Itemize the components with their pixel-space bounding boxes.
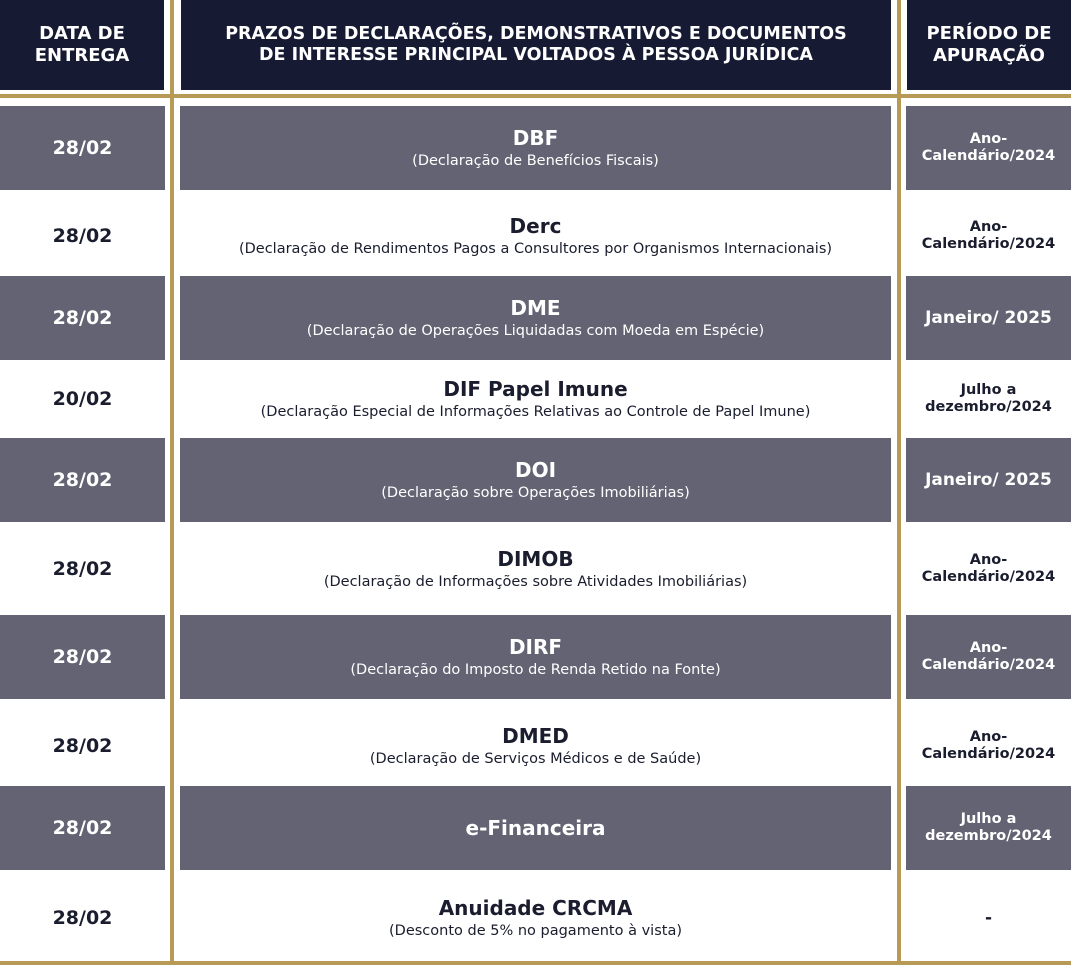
assessment-period: Ano-Calendário/2024 bbox=[906, 196, 1071, 276]
delivery-date: 20/02 bbox=[0, 360, 165, 438]
declaration-title: DME bbox=[510, 295, 561, 320]
column-divider bbox=[897, 0, 901, 965]
delivery-date: 28/02 bbox=[0, 706, 165, 786]
delivery-date: 28/02 bbox=[0, 106, 165, 190]
declaration-cell bbox=[180, 786, 891, 870]
header-delivery-date: DATA DE ENTREGA bbox=[0, 0, 164, 90]
declaration-cell bbox=[180, 106, 891, 190]
delivery-date: 28/02 bbox=[0, 876, 165, 960]
declaration-cell bbox=[180, 876, 891, 960]
table-row bbox=[0, 615, 1071, 699]
assessment-period: Julho a dezembro/2024 bbox=[906, 786, 1071, 870]
declaration-description: (Declaração de Informações sobre Atividades Imobiliárias) bbox=[323, 573, 748, 590]
delivery-date: 28/02 bbox=[0, 786, 165, 870]
assessment-period: Ano-Calendário/2024 bbox=[906, 706, 1071, 786]
declaration-description: (Declaração de Serviços Médicos e de Saúde) bbox=[369, 750, 702, 767]
declaration-description: (Declaração sobre Operações Imobiliárias) bbox=[381, 484, 690, 501]
declaration-title: Anuidade CRCMA bbox=[438, 895, 633, 920]
declaration-cell bbox=[180, 196, 891, 276]
assessment-period: Julho a dezembro/2024 bbox=[906, 360, 1071, 438]
delivery-date: 28/02 bbox=[0, 196, 165, 276]
declaration-title: DIRF bbox=[508, 634, 563, 659]
declaration-cell bbox=[180, 706, 891, 786]
table-row bbox=[0, 360, 1071, 438]
declaration-title: Derc bbox=[509, 213, 562, 238]
table-row bbox=[0, 528, 1071, 610]
header-divider bbox=[0, 94, 1071, 98]
table-row bbox=[0, 876, 1071, 960]
table-row bbox=[0, 438, 1071, 522]
column-divider bbox=[170, 0, 174, 965]
declaration-title: DIMOB bbox=[497, 546, 574, 571]
declaration-cell bbox=[180, 528, 891, 610]
declaration-cell bbox=[180, 360, 891, 438]
delivery-date: 28/02 bbox=[0, 438, 165, 522]
declaration-title: DMED bbox=[502, 723, 569, 748]
table-row bbox=[0, 276, 1071, 360]
assessment-period: Janeiro/ 2025 bbox=[906, 438, 1071, 522]
table-row bbox=[0, 106, 1071, 190]
declaration-description: (Declaração Especial de Informações Relativas ao Controle de Papel Imune) bbox=[260, 403, 811, 420]
table-row bbox=[0, 196, 1071, 276]
declaration-description: (Declaração de Benefícios Fiscais) bbox=[412, 152, 659, 169]
bottom-border bbox=[0, 961, 1071, 965]
declaration-description: (Declaração do Imposto de Renda Retido na Fonte) bbox=[350, 661, 721, 678]
declaration-description: (Declaração de Rendimentos Pagos a Consultores por Organismos Internacionais) bbox=[238, 240, 833, 257]
declaration-cell bbox=[180, 438, 891, 522]
declaration-description: (Desconto de 5% no pagamento à vista) bbox=[389, 922, 682, 939]
table-row bbox=[0, 706, 1071, 786]
table-row bbox=[0, 786, 1071, 870]
declaration-description: (Declaração de Operações Liquidadas com Moeda em Espécie) bbox=[306, 322, 765, 339]
declaration-title: DIF Papel Imune bbox=[443, 376, 628, 401]
assessment-period: Ano-Calendário/2024 bbox=[906, 528, 1071, 610]
declaration-title: DOI bbox=[514, 457, 557, 482]
declaration-title: e-Financeira bbox=[465, 816, 606, 840]
assessment-period: Ano-Calendário/2024 bbox=[906, 106, 1071, 190]
delivery-date: 28/02 bbox=[0, 528, 165, 610]
header-assessment-period: PERÍODO DE APURAÇÃO bbox=[907, 0, 1071, 90]
declaration-cell bbox=[180, 615, 891, 699]
delivery-date: 28/02 bbox=[0, 276, 165, 360]
delivery-date: 28/02 bbox=[0, 615, 165, 699]
assessment-period: - bbox=[906, 876, 1071, 960]
declaration-title: DBF bbox=[512, 125, 559, 150]
declaration-cell bbox=[180, 276, 891, 360]
header-deadlines-title: PRAZOS DE DECLARAÇÕES, DEMONSTRATIVOS E DOCUMENTOS DE INTERESSE PRINCIPAL VOLTADOS À PESSOA JURÍDICA bbox=[181, 0, 891, 90]
assessment-period: Janeiro/ 2025 bbox=[906, 276, 1071, 360]
assessment-period: Ano-Calendário/2024 bbox=[906, 615, 1071, 699]
